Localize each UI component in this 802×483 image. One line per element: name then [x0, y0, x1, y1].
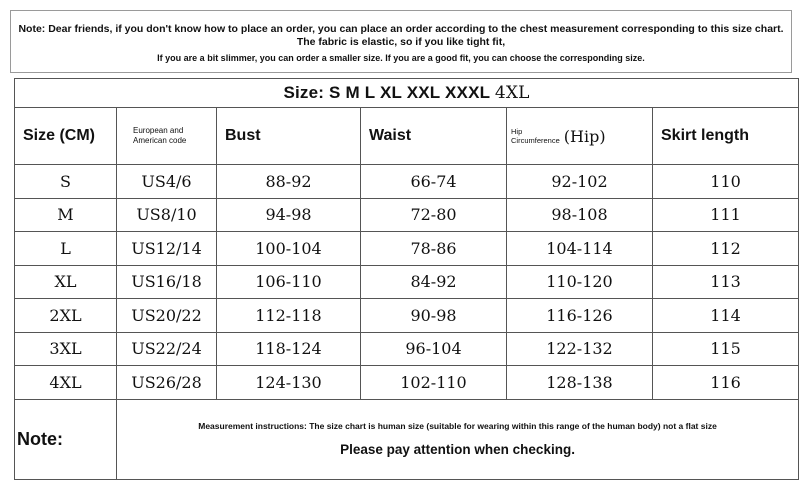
header-eu-line-2: American code [133, 136, 187, 145]
footer-note-text [117, 399, 799, 479]
cell-skirt-length: 110 [653, 165, 799, 199]
header-skirt-length: Skirt length [653, 108, 799, 165]
cell-waist: 96-104 [361, 332, 507, 366]
title-row [15, 79, 799, 108]
header-hip [507, 108, 653, 165]
cell-bust: 94-98 [217, 198, 361, 232]
footer-note-label: Note: [15, 399, 117, 479]
table-row [15, 332, 799, 366]
header-hip-small [511, 127, 560, 145]
size-title [15, 79, 799, 108]
header-bust: Bust [217, 108, 361, 165]
table-row [15, 299, 799, 333]
header-eu-line-1: European and [133, 126, 184, 135]
cell-hip: 128-138 [507, 366, 653, 400]
top-note-line-1: Note: Dear friends, if you don't know how to place an order, you can place an order according to the chest measurement corresponding to this size chart. The fabric is elastic, so if you like tight fit, [18, 23, 784, 48]
footer-note-row [15, 399, 799, 479]
cell-hip: 104-114 [507, 232, 653, 266]
size-title-suffix: 4XL [494, 83, 530, 103]
size-title-main: Size: S M L XL XXL XXXL [283, 83, 495, 102]
cell-eu-us-code: US16/18 [117, 265, 217, 299]
cell-size: M [15, 198, 117, 232]
cell-skirt-length: 115 [653, 332, 799, 366]
cell-eu-us-code: US20/22 [117, 299, 217, 333]
cell-size: 3XL [15, 332, 117, 366]
cell-skirt-length: 113 [653, 265, 799, 299]
header-eu-us-code [117, 108, 217, 165]
cell-bust: 88-92 [217, 165, 361, 199]
cell-size: L [15, 232, 117, 266]
cell-eu-us-code: US22/24 [117, 332, 217, 366]
cell-skirt-length: 112 [653, 232, 799, 266]
cell-skirt-length: 116 [653, 366, 799, 400]
cell-size: 2XL [15, 299, 117, 333]
cell-size: S [15, 165, 117, 199]
cell-waist: 78-86 [361, 232, 507, 266]
cell-hip: 116-126 [507, 299, 653, 333]
cell-size: XL [15, 265, 117, 299]
cell-skirt-length: 111 [653, 198, 799, 232]
header-hip-label: (Hip) [563, 126, 606, 146]
top-note-box [10, 10, 792, 73]
cell-waist: 90-98 [361, 299, 507, 333]
header-hip-line-2: Circumference [511, 136, 560, 145]
cell-bust: 106-110 [217, 265, 361, 299]
cell-hip: 122-132 [507, 332, 653, 366]
cell-bust: 112-118 [217, 299, 361, 333]
header-row [15, 108, 799, 165]
cell-hip: 92-102 [507, 165, 653, 199]
top-note-line-2: If you are a bit slimmer, you can order a smaller size. If you are a good fit, you can choose the corresponding size. [157, 53, 645, 63]
table-row [15, 265, 799, 299]
footer-note-line-1: Measurement instructions: The size chart is human size (suitable for wearing within this range of the human body) not a flat size [198, 420, 717, 431]
cell-bust: 118-124 [217, 332, 361, 366]
cell-waist: 84-92 [361, 265, 507, 299]
cell-size: 4XL [15, 366, 117, 400]
cell-eu-us-code: US12/14 [117, 232, 217, 266]
header-hip-line-1: Hip [511, 127, 523, 136]
header-size: Size (CM) [15, 108, 117, 165]
table-row [15, 198, 799, 232]
cell-waist: 102-110 [361, 366, 507, 400]
cell-eu-us-code: US4/6 [117, 165, 217, 199]
cell-hip: 98-108 [507, 198, 653, 232]
footer-note-line-2: Please pay attention when checking. [340, 441, 575, 457]
cell-bust: 124-130 [217, 366, 361, 400]
cell-eu-us-code: US8/10 [117, 198, 217, 232]
cell-hip: 110-120 [507, 265, 653, 299]
table-row [15, 232, 799, 266]
cell-waist: 66-74 [361, 165, 507, 199]
cell-bust: 100-104 [217, 232, 361, 266]
cell-waist: 72-80 [361, 198, 507, 232]
table-row [15, 165, 799, 199]
size-chart-table [14, 78, 799, 480]
header-waist: Waist [361, 108, 507, 165]
cell-eu-us-code: US26/28 [117, 366, 217, 400]
table-row [15, 366, 799, 400]
cell-skirt-length: 114 [653, 299, 799, 333]
